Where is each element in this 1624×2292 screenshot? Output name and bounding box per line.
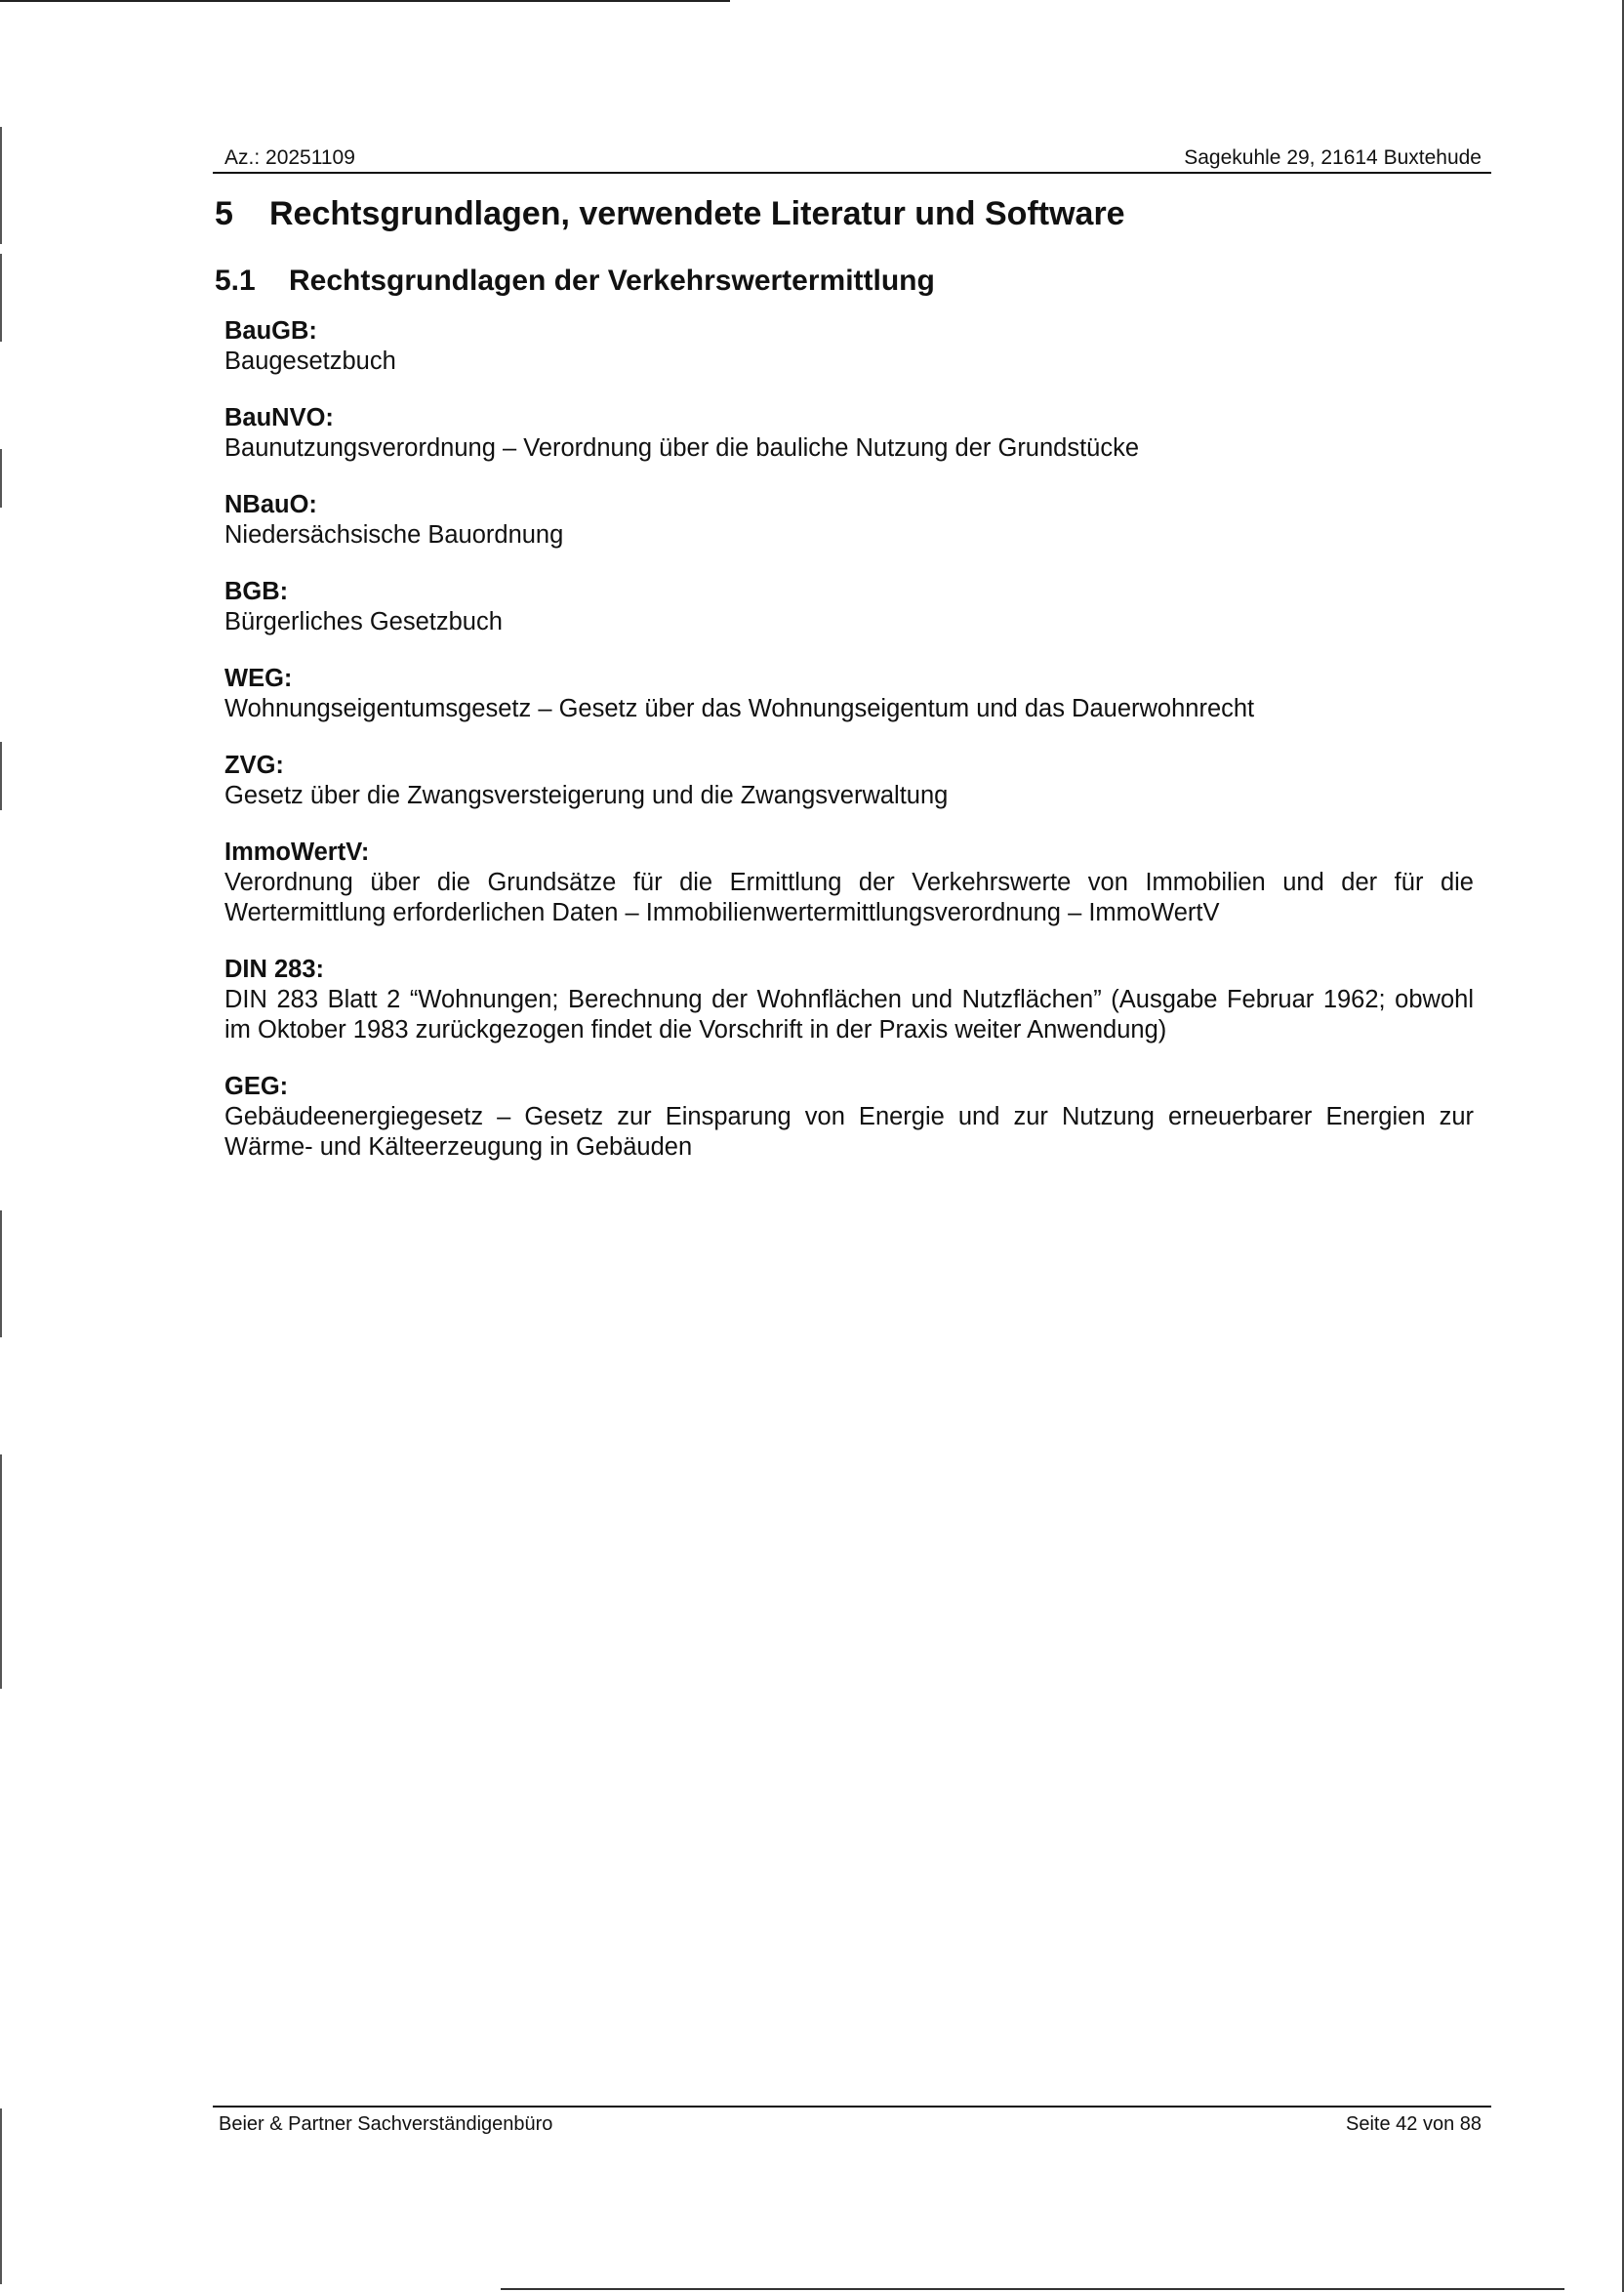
scan-artifact-bottom-line [501,2288,1564,2290]
entry-title: GEG: [224,1073,289,1100]
entry-title: DIN 283: [224,956,325,983]
entry-title: BGB: [224,578,289,605]
entry-title: BauGB: [224,317,317,345]
entry-title: ZVG: [224,752,284,779]
subsection-title: Rechtsgrundlagen der Verkehrswertermittlung [289,265,935,297]
reference-number: Az.: 20251109 [224,146,355,169]
entry-title: ImmoWertV: [224,839,370,866]
entry-title: BauNVO: [224,404,334,431]
entry-description: Baunutzungsverordnung – Verordnung über die bauliche Nutzung der Grundstücke [224,434,1140,462]
legal-entry-immowertv [224,838,1474,928]
legal-entry-weg [224,664,1474,724]
page-number: Seite 42 von 88 [1346,2113,1482,2135]
page-header [213,143,1491,174]
entry-description: Verordnung über die Grundsätze für die Ermittlung der Verkehrswerte von Immobilien und der für die Wertermittlung erforderlichen Daten – Immobilienwertermittlungsverordnung – ImmoWertV [224,869,1474,926]
legal-entry-baugb [224,316,1474,377]
legal-entry-din283 [224,955,1474,1045]
legal-entry-baunvo [224,403,1474,464]
section-number: 5 [215,195,233,232]
header-address: Sagekuhle 29, 21614 Buxtehude [1184,146,1482,169]
scan-artifact-left-mark [0,127,2,244]
section-title: Rechtsgrundlagen, verwendete Literatur und Software [269,195,1125,232]
scan-artifact-left-mark [0,742,2,810]
scan-artifact-left-mark [0,2108,2,2284]
legal-entry-zvg [224,751,1474,811]
entry-description: Gebäudeenergiegesetz – Gesetz zur Einsparung von Energie und zur Nutzung erneuerbarer Energien zur Wärme- und Kälteerzeugung in Gebäuden [224,1103,1474,1161]
page-footer [213,2106,1491,2143]
subsection-number: 5.1 [215,265,256,297]
entry-title: NBauO: [224,491,317,518]
section-heading [215,195,1125,233]
legal-entry-bgb [224,577,1474,637]
footer-company: Beier & Partner Sachverständigenbüro [219,2113,553,2135]
entry-description: Baugesetzbuch [224,348,396,375]
subsection-heading [215,265,935,298]
entry-description: Niedersächsische Bauordnung [224,521,564,549]
scan-artifact-left-mark [0,449,2,508]
legal-entry-nbauo [224,490,1474,551]
entry-description: DIN 283 Blatt 2 “Wohnungen; Berechnung der Wohnflächen und Nutzflächen” (Ausgabe Februar 1962; obwohl im Oktober 1983 zurückgezogen findet die Vorschrift in der Praxis weiter Anwendung) [224,986,1474,1044]
entry-description: Bürgerliches Gesetzbuch [224,608,503,635]
scan-artifact-left-mark [0,1210,2,1337]
entry-description: Wohnungseigentumsgesetz – Gesetz über das Wohnungseigentum und das Dauerwohnrecht [224,695,1255,722]
scan-artifact-left-mark [0,254,2,342]
entry-description: Gesetz über die Zwangsversteigerung und die Zwangsverwaltung [224,782,949,809]
scan-artifact-top-line [0,0,730,2]
entry-title: WEG: [224,665,293,692]
legal-basis-list [224,316,1474,1189]
legal-entry-geg [224,1072,1474,1163]
scan-artifact-left-mark [0,1454,2,1689]
